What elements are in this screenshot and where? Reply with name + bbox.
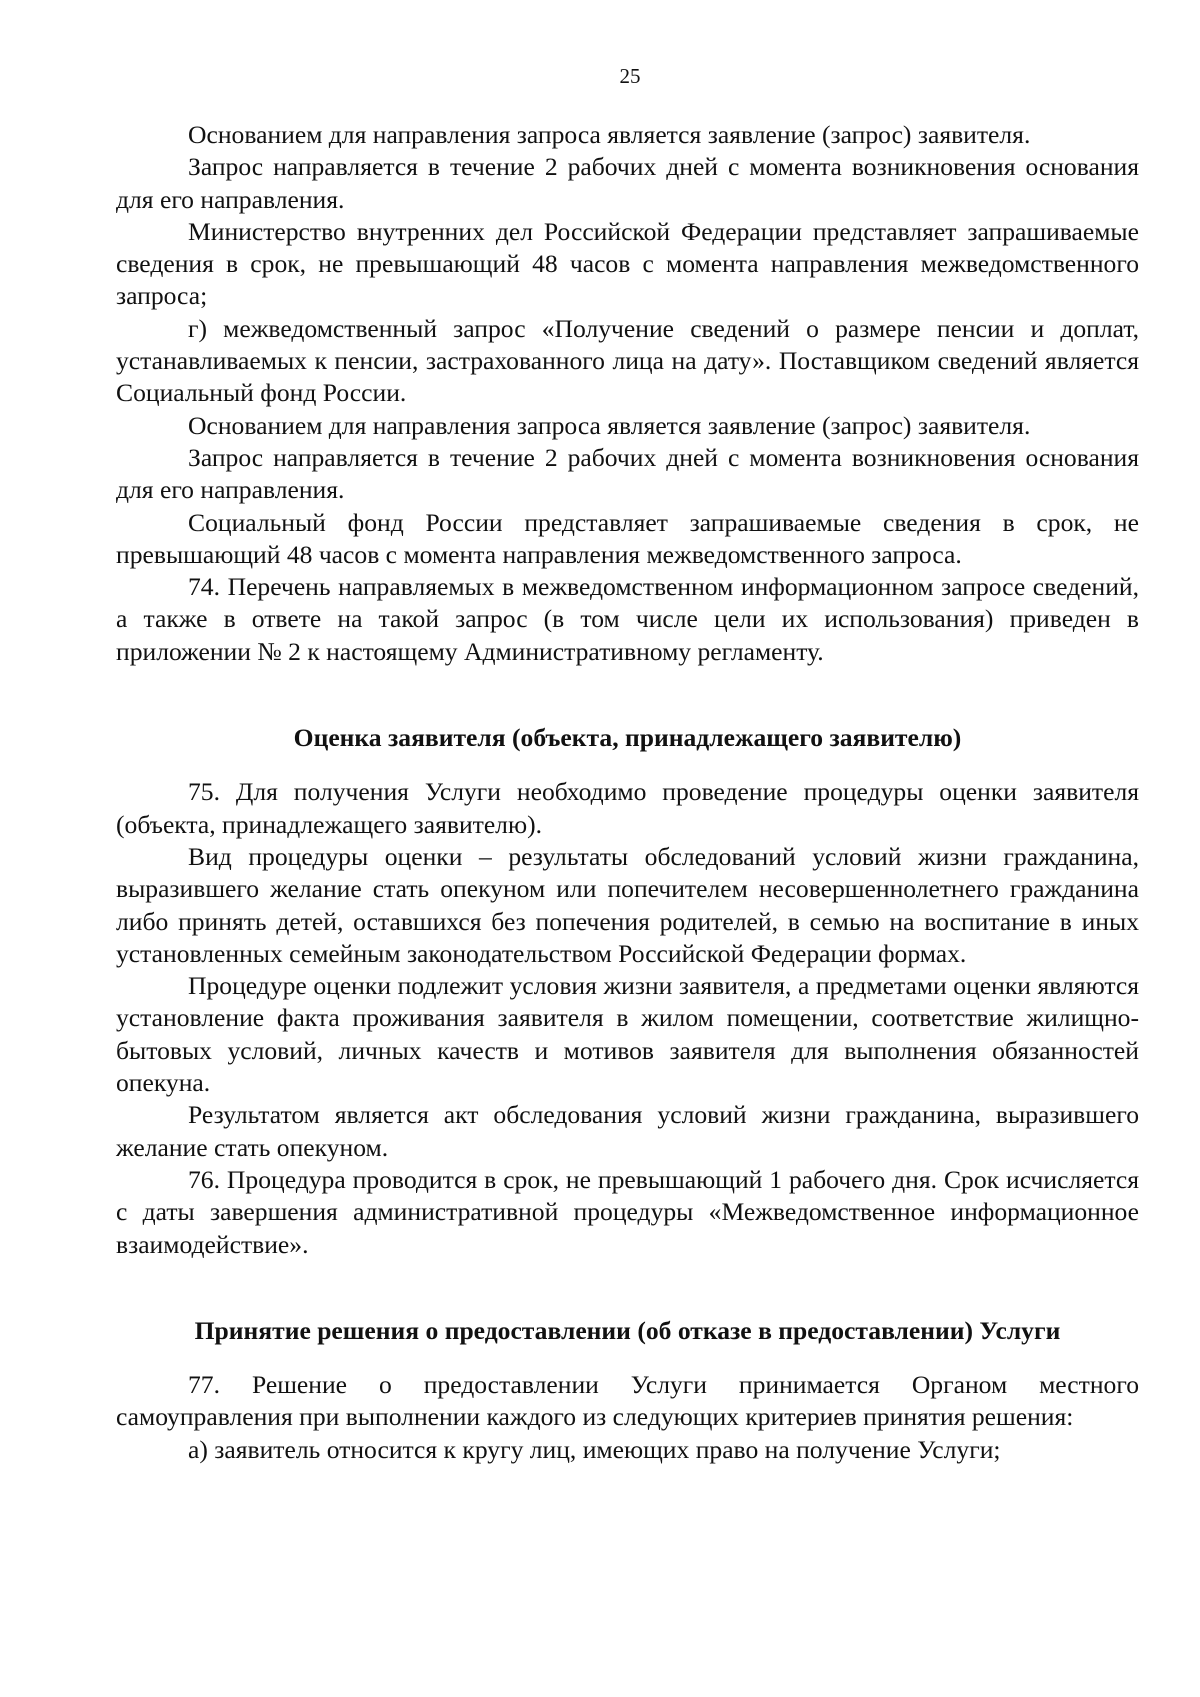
paragraph: Вид процедуры оценки – результаты обследований условий жизни гражданина, выразившего желание стать опекуном или попечителем несовершеннолетнего гражданина либо принять детей, оставшихся без попечения родителей, в семью на воспитание в иных установленных семейным законодательством Российской Федерации формах. bbox=[116, 841, 1139, 968]
paragraph-item-74: 74. Перечень направляемых в межведомственном информационном запросе сведений, а также в ответе на такой запрос (в том числе цели их использования) приведен в приложении № 2 к настоящему Административному регламенту. bbox=[116, 572, 1139, 666]
paragraph: Запрос направляется в течение 2 рабочих дней с момента возникновения основания для его направления. bbox=[116, 442, 1139, 505]
paragraph-criterion-a: а) заявитель относится к кругу лиц, имеющих право на получение Услуги; bbox=[188, 1434, 1001, 1464]
spacer bbox=[116, 754, 1139, 776]
section-heading-decision: Принятие решения о предоставлении (об отказе в предоставлении) Услуги bbox=[194, 1315, 1061, 1345]
page-number: 25 bbox=[619, 64, 641, 88]
paragraph: Результатом является акт обследования условий жизни гражданина, выразившего желание стать опекуном. bbox=[116, 1100, 1139, 1162]
paragraph: Основанием для направления запроса является заявление (запрос) заявителя. bbox=[188, 120, 1031, 149]
paragraph: Министерство внутренних дел Российской Федерации представляет запрашиваемые сведения в срок, не превышающий 48 часов с момента направления межведомственного запроса; bbox=[116, 216, 1139, 311]
spacer bbox=[116, 1347, 1139, 1369]
spacer bbox=[116, 668, 1139, 722]
paragraph: Основанием для направления запроса является заявление (запрос) заявителя. bbox=[188, 410, 1031, 440]
paragraph-item-77: 77. Решение о предоставлении Услуги принимается Органом местного самоуправления при выполнении каждого из следующих критериев принятия решения: bbox=[116, 1370, 1139, 1432]
paragraph-item-76: 76. Процедура проводится в срок, не превышающий 1 рабочего дня. Срок исчисляется с даты завершения административной процедуры «Межведомственное информационное взаимодействие». bbox=[116, 1164, 1139, 1259]
document-body bbox=[116, 119, 1139, 1466]
section-heading-applicant-assessment: Оценка заявителя (объекта, принадлежащего заявителю) bbox=[293, 723, 962, 753]
paragraph-item-75: 75. Для получения Услуги необходимо проведение процедуры оценки заявителя (объекта, принадлежащего заявителю). bbox=[116, 777, 1139, 839]
paragraph: Социальный фонд России представляет запрашиваемые сведения в срок, не превышающий 48 часов с момента направления межведомственного запроса. bbox=[116, 507, 1139, 569]
spacer bbox=[116, 1261, 1139, 1315]
paragraph: г) межведомственный запрос «Получение сведений о размере пенсии и доплат, устанавливаемых к пенсии, застрахованного лица на дату». Поставщиком сведений является Социальный фонд России. bbox=[116, 313, 1139, 408]
paragraph: Процедуре оценки подлежит условия жизни заявителя, а предметами оценки являются установление факта проживания заявителя в жилом помещении, соответствие жилищно-бытовых условий, личных качеств и мотивов заявителя для выполнения обязанностей опекуна. bbox=[116, 971, 1139, 1098]
paragraph: Запрос направляется в течение 2 рабочих дней с момента возникновения основания для его направления. bbox=[116, 152, 1139, 214]
